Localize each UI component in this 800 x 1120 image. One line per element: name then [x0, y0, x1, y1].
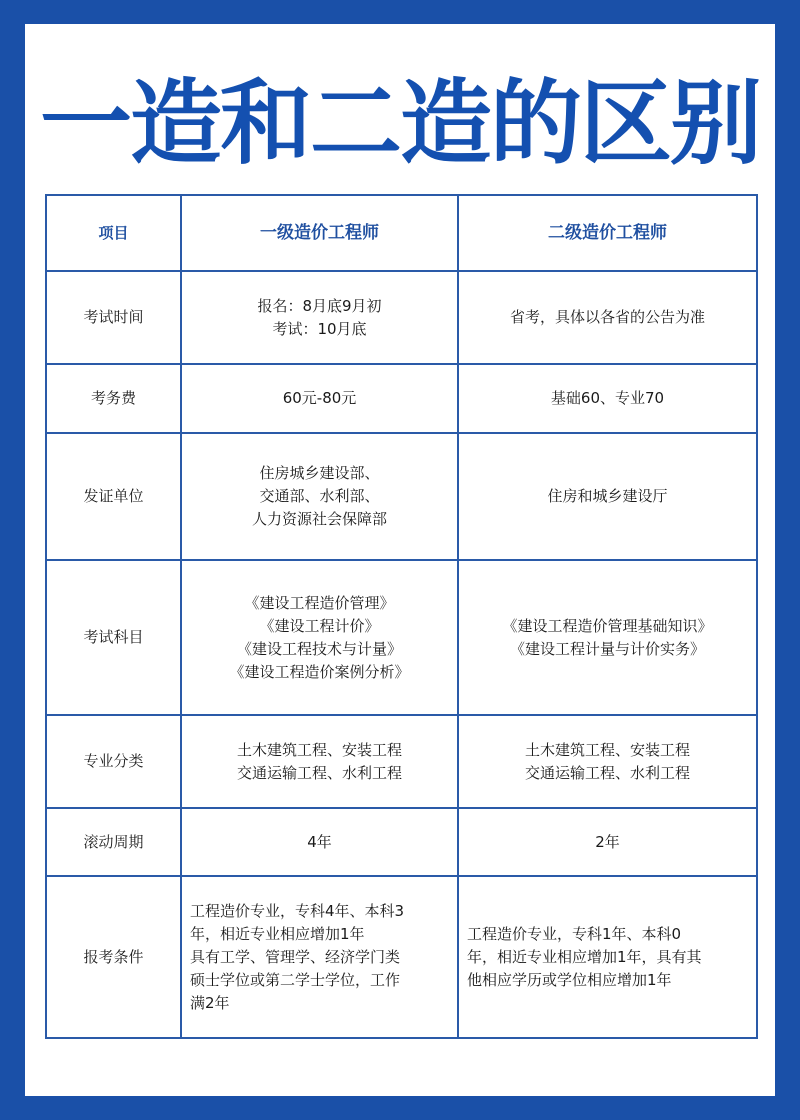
level2-cell: 基础60、专业70: [458, 364, 757, 433]
table-row: [46, 271, 757, 364]
row-label: 滚动周期: [46, 808, 181, 876]
row-label: 专业分类: [46, 715, 181, 808]
level2-cell: 工程造价专业，专科1年、本科0 年，相近专业相应增加1年，具有其 他相应学历或学位相应增加1年: [458, 876, 757, 1038]
header-item: 项目: [46, 195, 181, 271]
level2-cell: 省考，具体以各省的公告为准: [458, 271, 757, 364]
row-label: 考试科目: [46, 560, 181, 715]
level2-cell: 2年: [458, 808, 757, 876]
table-row: [46, 715, 757, 808]
level1-cell: 住房城乡建设部、 交通部、水利部、 人力资源社会保障部: [181, 433, 458, 560]
level1-cell: 《建设工程造价管理》 《建设工程计价》 《建设工程技术与计量》 《建设工程造价案例分析》: [181, 560, 458, 715]
row-label: 报考条件: [46, 876, 181, 1038]
comparison-table: [45, 194, 758, 1039]
level1-cell: 4年: [181, 808, 458, 876]
table-row: [46, 560, 757, 715]
level2-cell: 土木建筑工程、安装工程 交通运输工程、水利工程: [458, 715, 757, 808]
header-level2: 二级造价工程师: [458, 195, 757, 271]
row-label: 发证单位: [46, 433, 181, 560]
level1-cell: 报名：8月底9月初 考试：10月底: [181, 271, 458, 364]
table-header-row: [46, 195, 757, 271]
page-title: 一造和二造的区别: [39, 70, 760, 177]
poster: [25, 24, 775, 1096]
table-row: [46, 433, 757, 560]
row-label: 考务费: [46, 364, 181, 433]
header-level1: 一级造价工程师: [181, 195, 458, 271]
table-row: [46, 876, 757, 1038]
level2-cell: 《建设工程造价管理基础知识》 《建设工程计量与计价实务》: [458, 560, 757, 715]
row-label: 考试时间: [46, 271, 181, 364]
level1-cell: 60元-80元: [181, 364, 458, 433]
level2-cell: 住房和城乡建设厅: [458, 433, 757, 560]
level1-cell: 土木建筑工程、安装工程 交通运输工程、水利工程: [181, 715, 458, 808]
table-row: [46, 808, 757, 876]
table-row: [46, 364, 757, 433]
level1-cell: 工程造价专业，专科4年、本科3 年，相近专业相应增加1年 具有工学、管理学、经济学门类 硕士学位或第二学士学位，工作 满2年: [181, 876, 458, 1038]
